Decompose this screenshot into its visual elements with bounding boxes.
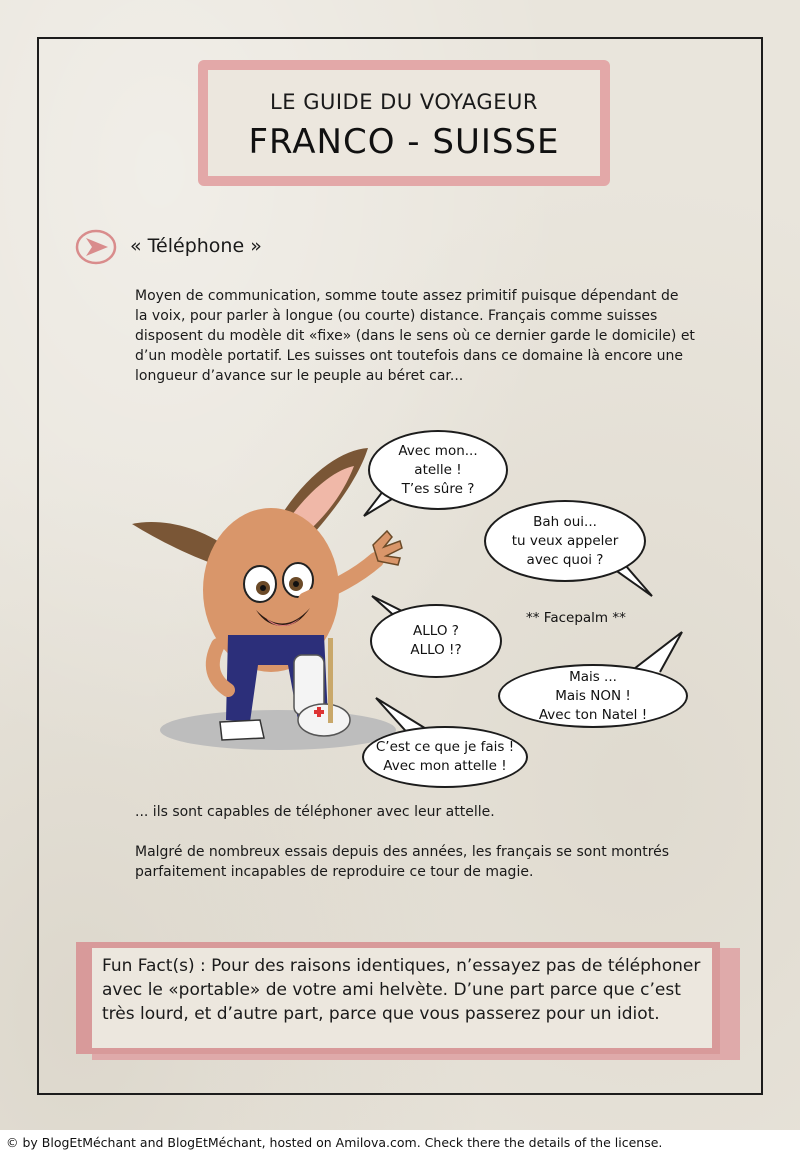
fun-fact-text: Fun Fact(s) : Pour des raisons identiques, n’essayez pas de téléphoner avec le «portable» de votre ami helvète. D’une part parce que c’est très lourd, et d’autre part, parce que vous passerez pour un idiot.: [102, 956, 701, 1024]
speech-bubble-3-text: ALLO ? ALLO !?: [410, 623, 462, 658]
arrow-right-circle-icon: [75, 229, 117, 265]
facepalm-caption: ** Facepalm **: [526, 610, 626, 626]
fun-fact-inner: [92, 948, 712, 1048]
speech-bubble-4-text: Mais ... Mais NON ! Avec ton Natel !: [538, 668, 648, 723]
speech-bubble-3: [370, 604, 502, 678]
speech-bubble-2: [484, 500, 646, 582]
outro-line-2: Malgré de nombreux essais depuis des années, les français se sont montrés parfaitement incapables de reproduire ce tour de magie.: [135, 844, 670, 880]
speech-bubble-1-text: Avec mon... atelle ! T’es sûre ?: [398, 442, 478, 497]
speech-bubble-5-text: C’est ce que je fais ! Avec mon attelle !: [375, 739, 515, 774]
title-box: [198, 60, 610, 186]
section-title: « Téléphone »: [130, 235, 262, 257]
fun-fact-box: [76, 942, 720, 1054]
speech-bubble-4: [498, 664, 688, 728]
guide-subtitle: LE GUIDE DU VOYAGEUR: [270, 90, 538, 114]
outro-line-1: ... ils sont capables de téléphoner avec leur attelle.: [135, 804, 495, 820]
speech-bubble-5: [362, 726, 528, 788]
guide-title: FRANCO - SUISSE: [248, 122, 560, 162]
speech-bubble-2-text: Bah oui... tu veux appeler avec quoi ?: [511, 513, 619, 568]
intro-paragraph: Moyen de communication, somme toute assez primitif puisque dépendant de la voix, pour parler à longue (ou courte) distance. Français comme suisses disposent du modèle dit «fixe» (dans le sens où ce dernier garde le domicile) et d’un modèle portatif. Les suisses ont toutefois dans ce domaine là encore une longueur d’avance sur le peuple au béret car...: [135, 288, 695, 384]
footer-credits: © by BlogEtMéchant and BlogEtMéchant, hosted on Amilova.com. Check there the details of the license.: [0, 1130, 800, 1156]
speech-bubble-1: [368, 430, 508, 510]
